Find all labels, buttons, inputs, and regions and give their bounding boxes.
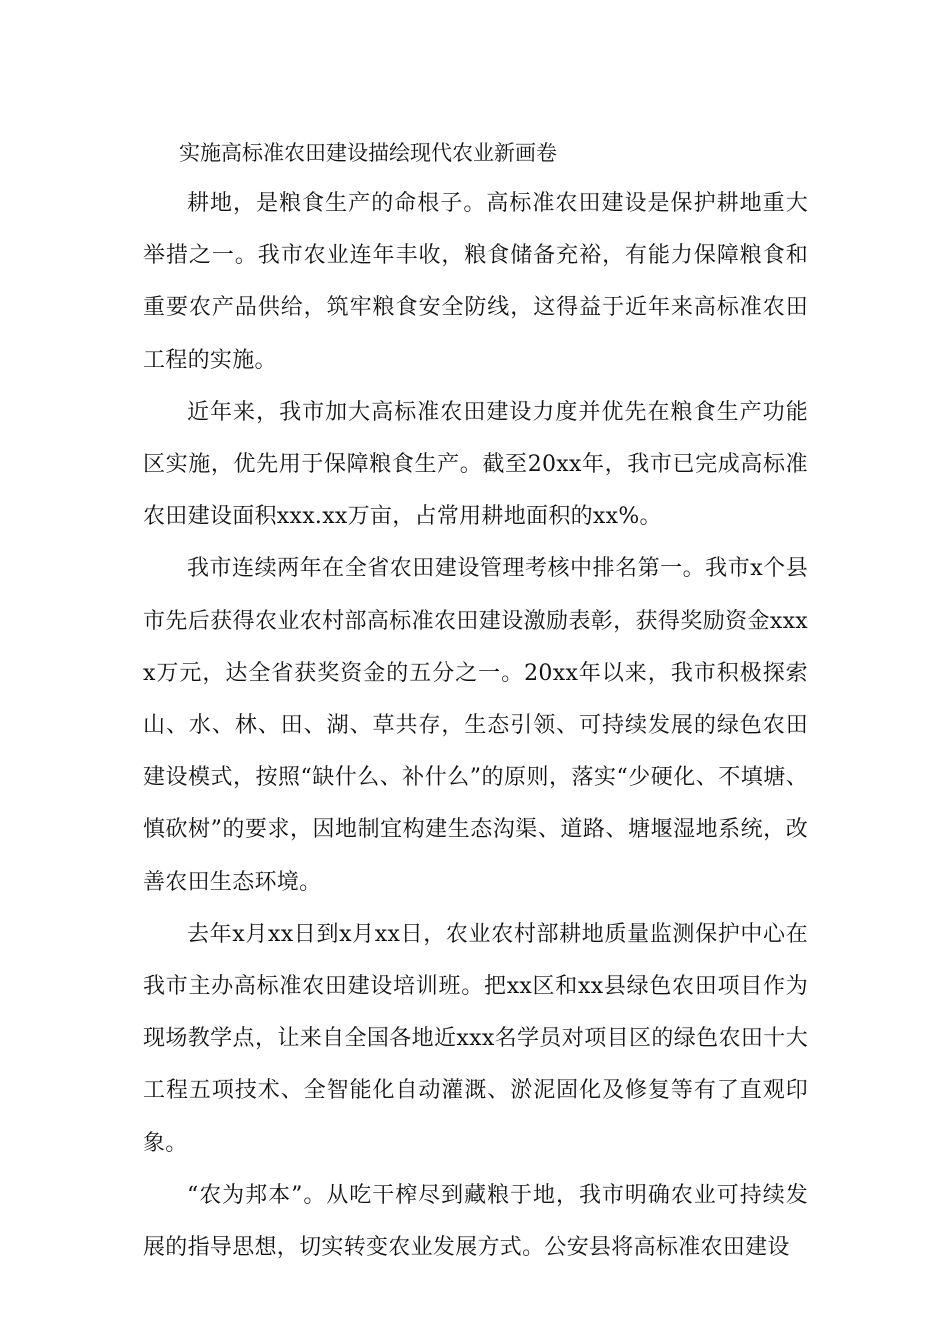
paragraph-1: 耕地，是粮食生产的命根子。高标准农田建设是保护耕地重大举措之一。我市农业连年丰收，粮食储备充裕，有能力保障粮食和重要农产品供给，筑牢粮食安全防线，这得益于近年来高标准农田工程的实施。 (143, 191, 808, 373)
document-body (143, 128, 808, 1274)
paragraph-3: 我市连续两年在全省农田建设管理考核中排名第一。我市x个县市先后获得农业农村部高标准农田建设激励表彰，获得奖励资金xxxx万元，达全省获奖资金的五分之一。20xx年以来，我市积极探索山、水、林、田、湖、草共存，生态引领、可持续发展的绿色农田建设模式，按照“缺什么、补什么”的原则，落实“少硬化、不填塘、慎砍树”的要求，因地制宜构建生态沟渠、道路、塘堰湿地系统，改善农田生态环境。 (143, 556, 808, 895)
paragraph-5: “农为邦本”。从吃干榨尽到藏粮于地，我市明确农业可持续发展的指导思想，切实转变农业发展方式。公安县将高标准农田建设 (143, 1182, 808, 1261)
paragraph-2: 近年来，我市加大高标准农田建设力度并优先在粮食生产功能区实施，优先用于保障粮食生产。截至20xx年，我市已完成高标准农田建设面积xxx.xx万亩，占常用耕地面积的xx%。 (143, 399, 808, 530)
document-title: 实施高标准农田建设描绘现代农业新画卷 (179, 141, 557, 165)
paragraph-4: 去年x月xx日到x月xx日，农业农村部耕地质量监测保护中心在我市主办高标准农田建设培训班。把xx区和xx县绿色农田项目作为现场教学点，让来自全国各地近xxx名学员对项目区的绿色农田十大工程五项技术、全智能化自动灌溉、淤泥固化及修复等有了直观印象。 (143, 921, 808, 1156)
